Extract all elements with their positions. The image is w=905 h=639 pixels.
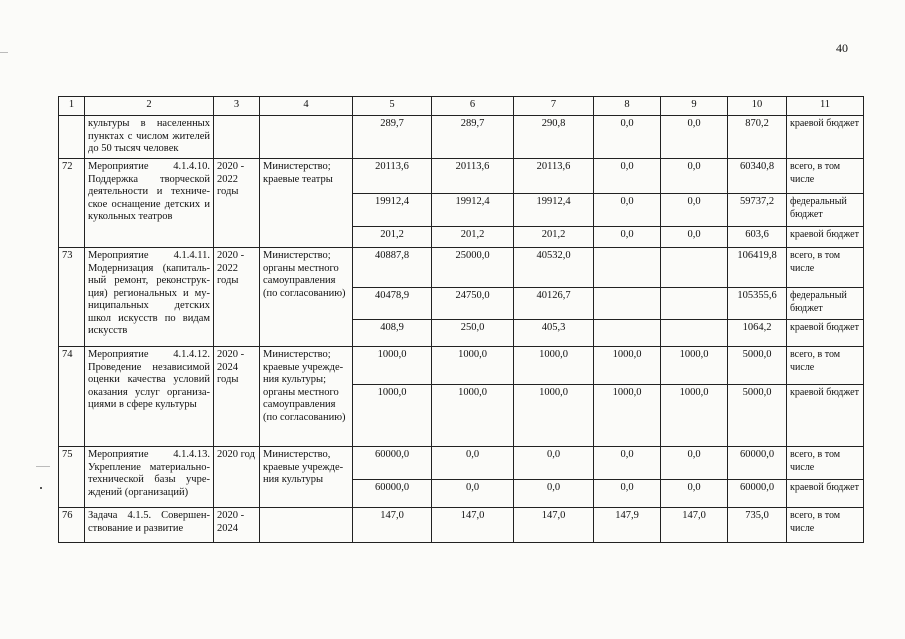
header-cell: 7 [514,97,594,116]
cell-source: краевой бюджет [787,480,864,508]
cell-value: 5000,0 [728,347,787,385]
cell-value: 19912,4 [432,194,514,227]
cell-executor [260,508,353,543]
cell-num: 75 [59,447,85,508]
cell-value [594,248,661,288]
cell-value: 24750,0 [432,288,514,320]
cell-value: 735,0 [728,508,787,543]
cell-period [214,116,260,159]
cell-value: 201,2 [353,227,432,248]
cell-value: 0,0 [594,194,661,227]
cell-executor: Министерство; краевые учрежде-ния культуры; органы местного самоуправления (по согласованию) [260,347,353,447]
cell-value: 1064,2 [728,320,787,347]
cell-value: 20113,6 [353,159,432,194]
cell-value: 408,9 [353,320,432,347]
cell-value [661,288,728,320]
cell-period: 2020 - 2022 годы [214,248,260,347]
cell-value: 1000,0 [353,347,432,385]
scan-mark [40,487,42,489]
cell-source: всего, в том числе [787,447,864,480]
cell-period: 2020 - 2024 [214,508,260,543]
cell-value: 60000,0 [353,447,432,480]
cell-period: 2020 - 2022 годы [214,159,260,248]
cell-value: 405,3 [514,320,594,347]
cell-value: 1000,0 [661,347,728,385]
cell-value: 147,0 [661,508,728,543]
table-row [59,248,864,288]
header-cell: 11 [787,97,864,116]
cell-value [661,248,728,288]
cell-source: краевой бюджет [787,227,864,248]
cell-value: 0,0 [661,447,728,480]
cell-value: 0,0 [594,480,661,508]
table-row [59,508,864,543]
cell-value: 0,0 [661,480,728,508]
header-cell: 2 [85,97,214,116]
cell-value: 19912,4 [514,194,594,227]
cell-value: 870,2 [728,116,787,159]
cell-value: 5000,0 [728,385,787,447]
cell-value: 40126,7 [514,288,594,320]
cell-num [59,116,85,159]
cell-value: 0,0 [594,447,661,480]
cell-period: 2020 - 2024 годы [214,347,260,447]
cell-value [594,288,661,320]
table-row [59,447,864,480]
table-row [59,116,864,159]
cell-value: 0,0 [661,227,728,248]
page-number: 40 [836,41,848,55]
cell-description: Мероприятие 4.1.4.12. Проведение независимой оценки качества условий оказания услуг организа-циями в сфере культуры [85,347,214,447]
cell-num: 72 [59,159,85,248]
header-cell: 10 [728,97,787,116]
cell-value: 25000,0 [432,248,514,288]
cell-value: 1000,0 [594,385,661,447]
cell-value: 250,0 [432,320,514,347]
header-cell: 4 [260,97,353,116]
cell-value: 290,8 [514,116,594,159]
cell-description: Задача 4.1.5. Совершен-ствование и развитие [85,508,214,543]
cell-value: 60000,0 [728,480,787,508]
cell-value: 40532,0 [514,248,594,288]
cell-description: Мероприятие 4.1.4.13. Укрепление материально-технической базы учре-ждений (организаций) [85,447,214,508]
cell-value: 147,0 [514,508,594,543]
cell-source: федеральный бюджет [787,288,864,320]
cell-period: 2020 год [214,447,260,508]
cell-source: краевой бюджет [787,116,864,159]
cell-value: 0,0 [514,447,594,480]
cell-value: 59737,2 [728,194,787,227]
cell-value: 1000,0 [514,385,594,447]
cell-source: краевой бюджет [787,385,864,447]
cell-value: 0,0 [661,116,728,159]
cell-value: 60340,8 [728,159,787,194]
cell-value: 40478,9 [353,288,432,320]
table-row [59,347,864,385]
cell-value: 0,0 [594,159,661,194]
cell-num: 73 [59,248,85,347]
cell-value: 1000,0 [432,347,514,385]
cell-value [594,320,661,347]
cell-value: 40887,8 [353,248,432,288]
cell-executor: Министерство; краевые театры [260,159,353,248]
cell-value: 289,7 [432,116,514,159]
cell-source: всего, в том числе [787,159,864,194]
header-cell: 5 [353,97,432,116]
cell-value: 147,0 [353,508,432,543]
cell-value: 603,6 [728,227,787,248]
cell-source: краевой бюджет [787,320,864,347]
cell-value: 60000,0 [353,480,432,508]
cell-value: 1000,0 [661,385,728,447]
header-cell: 3 [214,97,260,116]
cell-value: 105355,6 [728,288,787,320]
cell-value: 1000,0 [353,385,432,447]
cell-value [661,320,728,347]
header-cell: 6 [432,97,514,116]
header-cell: 9 [661,97,728,116]
cell-value: 19912,4 [353,194,432,227]
cell-description: Мероприятие 4.1.4.10. Поддержка творческой деятельности и техниче-ское оснащение детских и кукольных театров [85,159,214,248]
cell-source: всего, в том числе [787,248,864,288]
cell-value: 1000,0 [432,385,514,447]
cell-value: 0,0 [661,194,728,227]
cell-value: 0,0 [661,159,728,194]
cell-executor: Министерство, краевые учрежде-ния культуры [260,447,353,508]
cell-num: 74 [59,347,85,447]
cell-value: 60000,0 [728,447,787,480]
header-cell: 1 [59,97,85,116]
cell-value: 1000,0 [594,347,661,385]
cell-value: 0,0 [514,480,594,508]
cell-value: 0,0 [432,447,514,480]
cell-source: всего, в том числе [787,347,864,385]
cell-value: 0,0 [432,480,514,508]
budget-table [58,96,864,543]
cell-value: 201,2 [432,227,514,248]
cell-value: 20113,6 [514,159,594,194]
cell-source: всего, в том числе [787,508,864,543]
cell-value: 0,0 [594,116,661,159]
scan-mark [0,52,8,53]
cell-value: 201,2 [514,227,594,248]
cell-value: 289,7 [353,116,432,159]
cell-description: Мероприятие 4.1.4.11. Модернизация (капиталь-ный ремонт, реконструк-ция) региональных и му-ниципальных детских школ искусств по видам искусств [85,248,214,347]
cell-value: 106419,8 [728,248,787,288]
header-row [59,97,864,116]
cell-value: 147,0 [432,508,514,543]
cell-executor: Министерство; органы местного самоуправления (по согласованию) [260,248,353,347]
cell-value: 20113,6 [432,159,514,194]
cell-description: культуры в населенных пунктах с числом жителей до 50 тысяч человек [85,116,214,159]
cell-value: 147,9 [594,508,661,543]
scan-mark [36,466,50,467]
header-cell: 8 [594,97,661,116]
table-row [59,159,864,194]
cell-value: 1000,0 [514,347,594,385]
cell-executor [260,116,353,159]
cell-num: 76 [59,508,85,543]
cell-source: федеральный бюджет [787,194,864,227]
cell-value: 0,0 [594,227,661,248]
